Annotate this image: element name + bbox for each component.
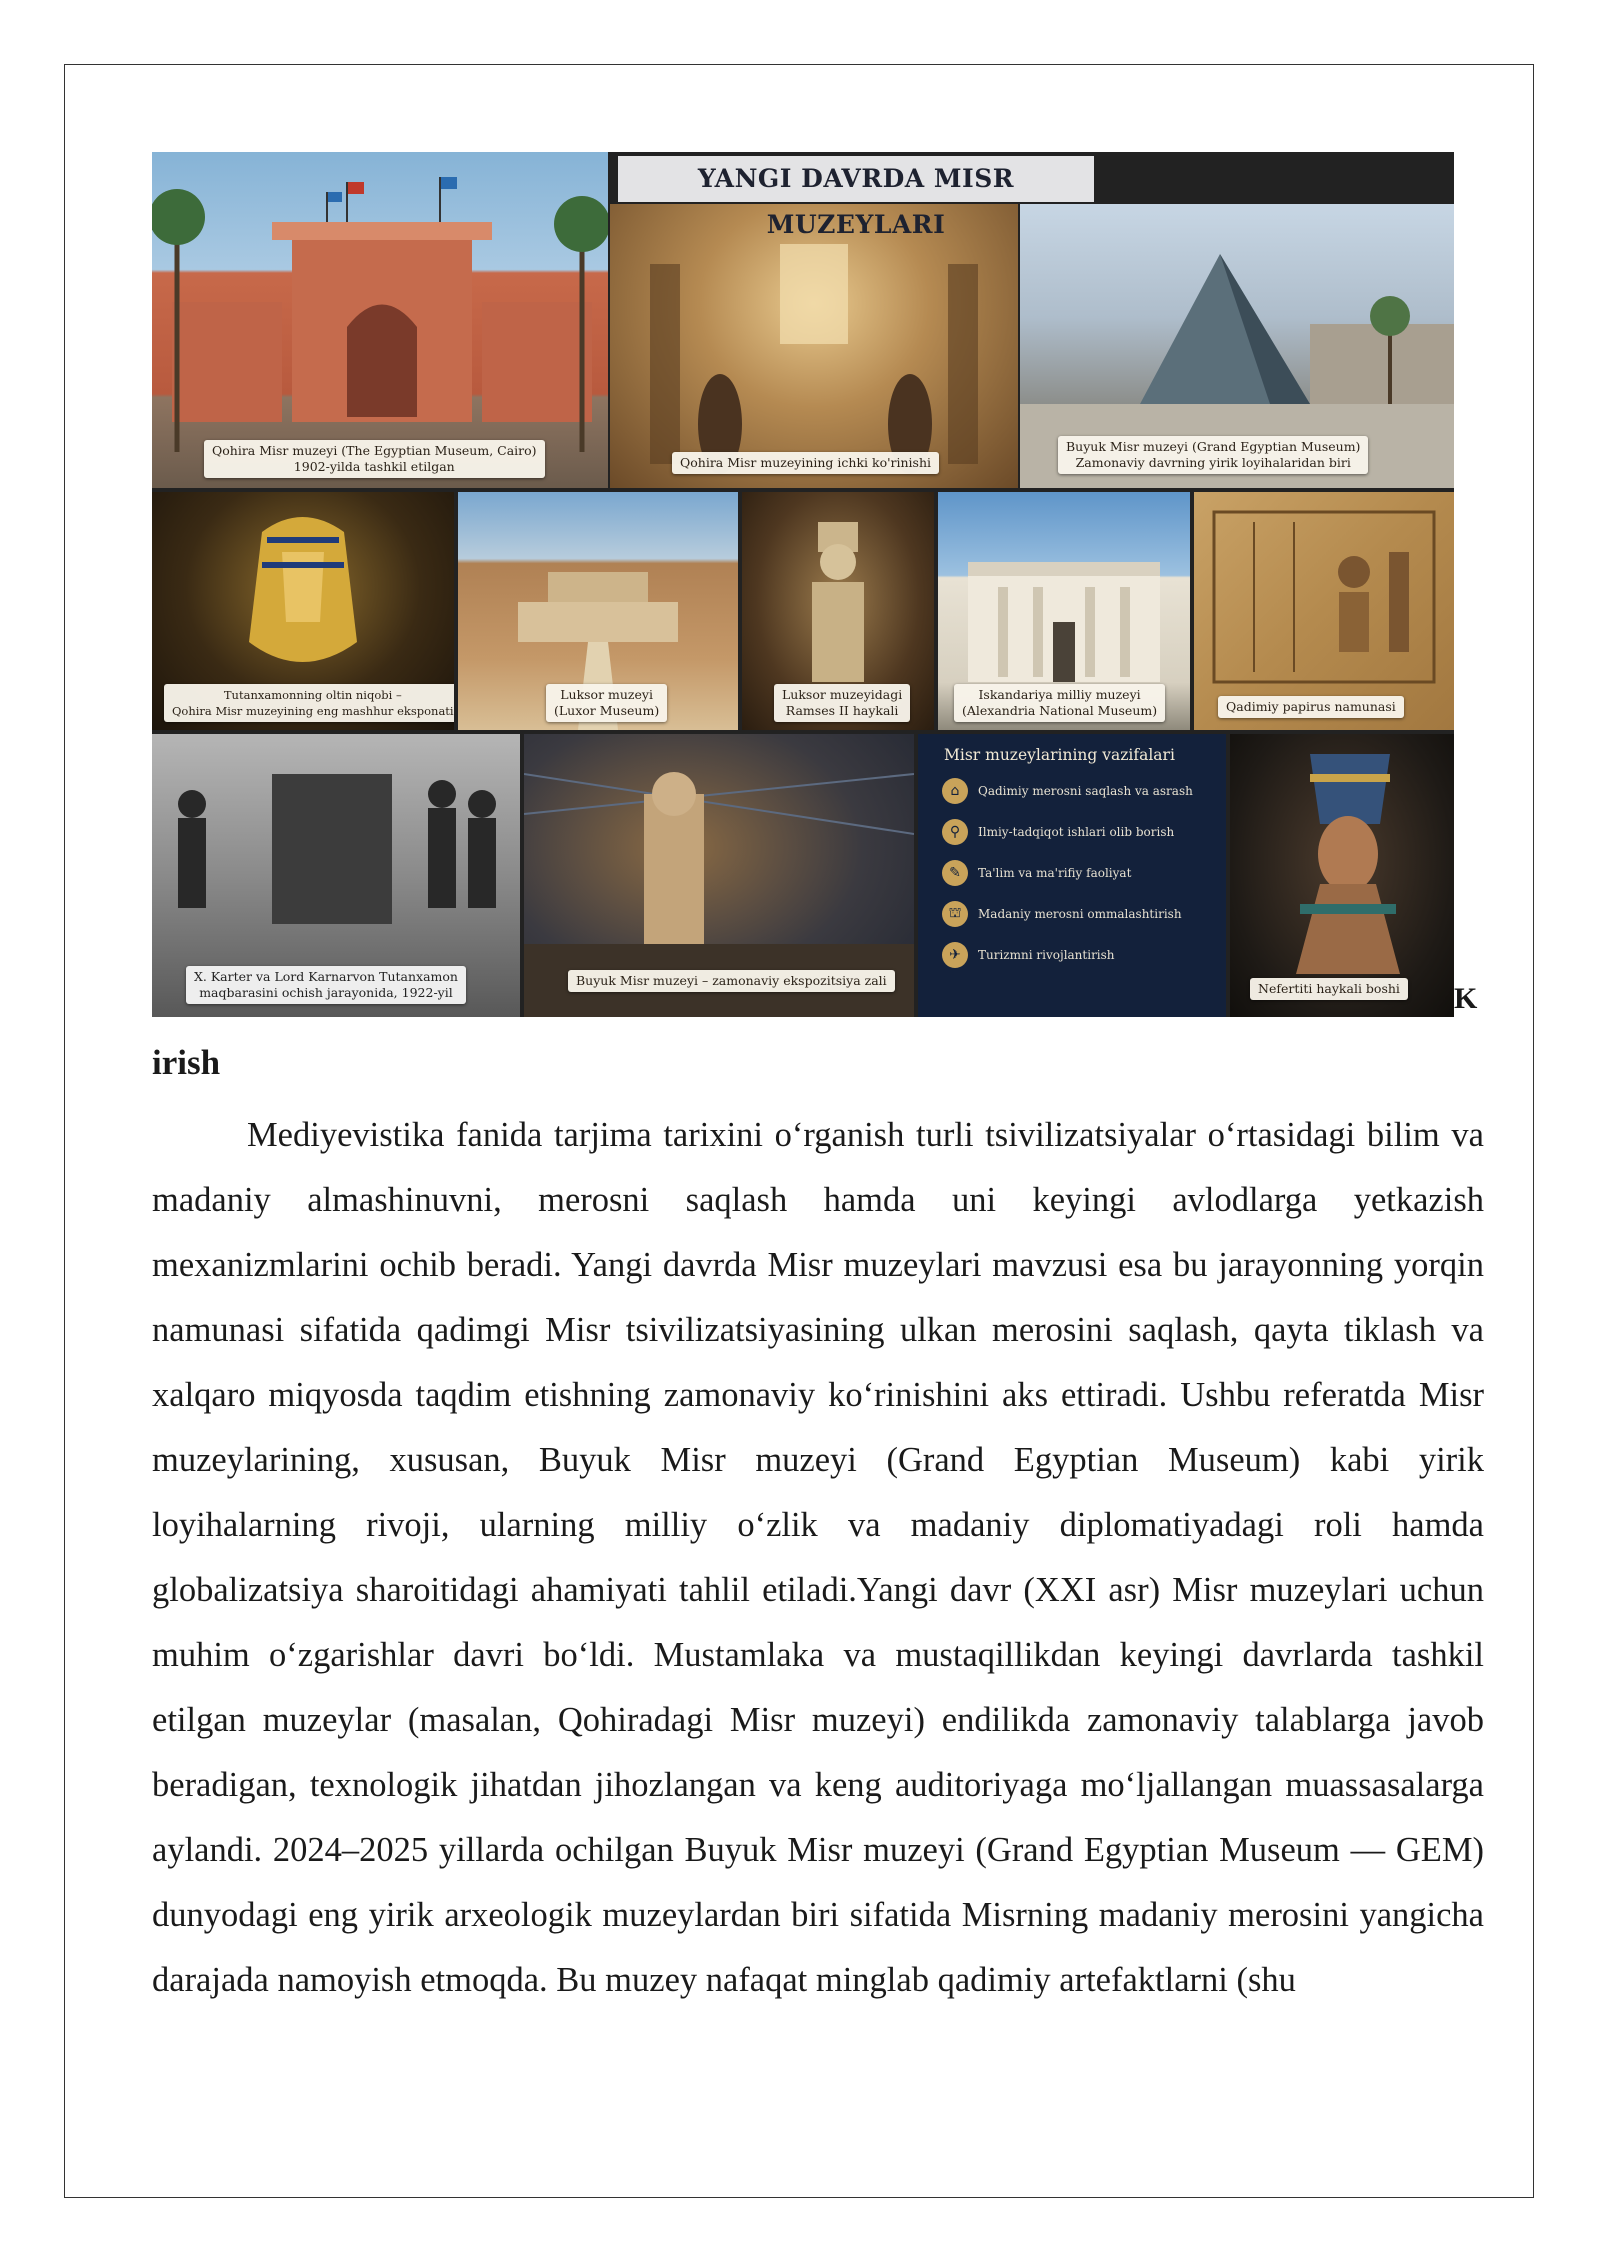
function-item (942, 778, 1193, 804)
gem-caption-1: Buyuk Misr muzeyi (Grand Egyptian Museum) (1066, 439, 1361, 454)
museum-functions-panel (918, 734, 1226, 1017)
carter-excavation-photo (152, 734, 520, 1017)
function-label: Turizmni rivojlantirish (978, 948, 1115, 962)
luxor-caption-2: (Luxor Museum) (554, 703, 660, 718)
museum-collage (152, 152, 1454, 1017)
function-item (942, 942, 1115, 968)
nefertiti-photo (1230, 734, 1454, 1017)
cairo-museum-caption-2: 1902-yilda tashkil etilgan (293, 459, 455, 474)
tutankhamun-mask-photo (152, 492, 454, 730)
mask-caption-2: Qohira Misr muzeyining eng mashhur eksponati (172, 704, 454, 718)
mask-caption-1: Tutanxamonning oltin niqobi – (223, 688, 402, 702)
cairo-museum-facade-icon (152, 152, 608, 488)
cairo-museum-caption-1: Qohira Misr muzeyi (The Egyptian Museum, Cairo) (212, 443, 537, 458)
section-heading: irish (152, 1043, 221, 1082)
carter-caption-2: maqbarasini ochish jarayonida, 1922-yil (199, 985, 453, 1000)
cairo-interior-caption: Qohira Misr muzeyining ichki ko'rinishi (680, 455, 932, 470)
function-item (942, 819, 1174, 845)
research-icon: ⚲ (942, 819, 968, 845)
heading-initial: K (1454, 982, 1478, 1015)
hieroglyph-icon (1194, 492, 1454, 730)
nefertiti-caption: Nefertiti haykali boshi (1258, 981, 1400, 996)
function-item (942, 901, 1182, 927)
gem-caption-2: Zamonaviy davrning yirik loyihalaridan biri (1075, 455, 1351, 470)
function-label: Qadimiy merosni saqlash va asrash (978, 784, 1193, 798)
papyrus-caption: Qadimiy papirus namunasi (1226, 699, 1396, 714)
nefertiti-bust-icon (1230, 734, 1454, 1017)
gem-hall-caption: Buyuk Misr muzeyi – zamonaviy ekspozitsiya zali (576, 973, 887, 988)
function-label: Madaniy merosni ommalashtirish (978, 907, 1182, 921)
function-item (942, 860, 1131, 886)
luxor-museum-photo (458, 492, 738, 730)
carter-caption-1: X. Karter va Lord Karnarvon Tutanxamon (194, 969, 458, 984)
museum-icon: ⛫ (942, 901, 968, 927)
papyrus-photo (1194, 492, 1454, 730)
alexandria-caption-1: Iskandariya milliy muzeyi (978, 687, 1141, 702)
alexandria-caption-2: (Alexandria National Museum) (962, 703, 1158, 718)
functions-title: Misr muzeylarining vazifalari (944, 746, 1175, 764)
cairo-museum-photo (152, 152, 608, 488)
function-label: Ta'lim va ma'rifiy faoliyat (978, 866, 1132, 880)
education-icon: ✎ (942, 860, 968, 886)
function-label: Ilmiy-tadqiqot ishlari olib borish (978, 825, 1175, 839)
heritage-icon: ⌂ (942, 778, 968, 804)
ramses-caption-1: Luksor muzeyidagi (782, 687, 903, 702)
tourism-icon: ✈ (942, 942, 968, 968)
luxor-caption-1: Luksor muzeyi (560, 687, 653, 702)
alexandria-museum-photo (938, 492, 1190, 730)
gem-hall-photo (524, 734, 914, 1017)
ramses-statue-photo (742, 492, 934, 730)
body-paragraph: Mediyevistika fanida tarjima tarixini oʻrganish turli tsivilizatsiyalar oʻrtasidagi bilim va madaniy almashinuvni, merosni saqlash hamda uni keyingi avlodlarga yetkazish mexanizmlarini ochib beradi. Yangi davrda Misr muzeylari mavzusi esa bu jarayonning yorqin namunasi sifatida qadimgi Misr tsivilizatsiyasining ulkan merosini saqlash, qayta tiklash va xalqaro miqyosda taqdim etishning zamonaviy koʻrinishini aks ettiradi. Ushbu referatda Misr muzeylarining, xususan, Buyuk Misr muzeyi (Grand Egyptian Museum) kabi yirik loyihalarning rivoji, ularning milliy oʻzlik va madaniy diplomatiyadagi roli hamda globalizatsiya sharoitidagi ahamiyati tahlil etiladi.Yangi davr (XXI asr) Misr muzeylari uchun muhim oʻzgarishlar davri boʻldi. Mustamlaka va mustaqillikdan keyingi davrlarda tashkil etilgan muzeylar (masalan, Qohiradagi Misr muzeyi) endilikda zamonaviy talablarga javob beradigan, texnologik jihatdan jihozlangan va keng auditoriyaga moʻljallangan muassasalarga aylandi. 2024–2025 yillarda ochilgan Buyuk Misr muzeyi (Grand Egyptian Museum — GEM) dunyodagi eng yirik arxeologik muzeylardan biri sifatida Misrning madaniy merosini yangicha darajada namoyish etmoqda. Bu muzey nafaqat minglab qadimiy artefaktlarni (shu (152, 1116, 1484, 1999)
gem-photo (1020, 204, 1454, 488)
collage-title: YANGI DAVRDA MISR MUZEYLARI (618, 156, 1094, 202)
ramses-caption-2: Ramses II haykali (785, 703, 899, 718)
